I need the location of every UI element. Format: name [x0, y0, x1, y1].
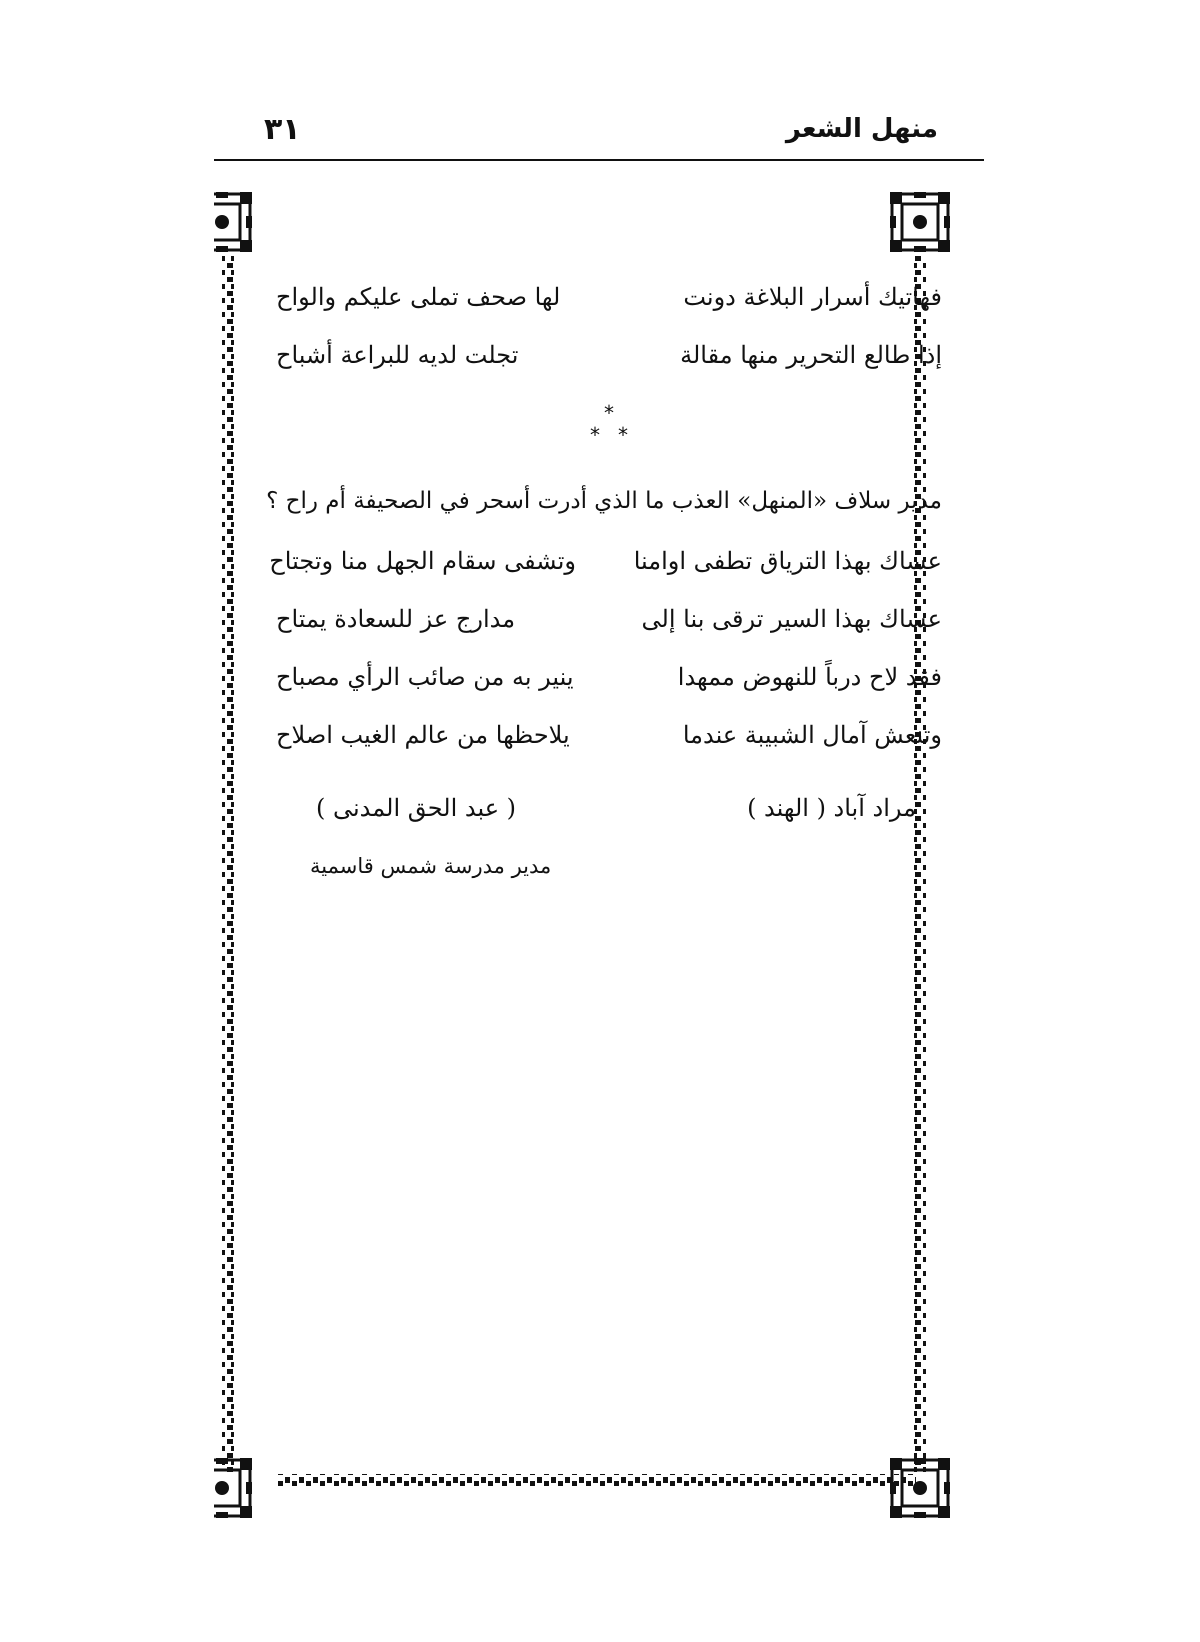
poem: [266, 268, 942, 894]
left-border-chain: [222, 254, 234, 1474]
hemistich-second: لها صحف تملى عليكم والواح: [276, 283, 561, 311]
page-number: ٣١: [264, 112, 301, 147]
svg-text:*: *: [590, 423, 600, 447]
bottom-border-chain: [276, 1474, 916, 1486]
running-title: منهل الشعر: [785, 114, 938, 144]
ornamental-frame: [214, 192, 996, 1542]
signature-author: ( عبد الحق المدنى ): [316, 794, 517, 822]
corner-ornament-top-right: [890, 192, 950, 252]
verse: [276, 590, 942, 648]
hemistich-first: عساك بهذا السير ترقى بنا إلى: [641, 605, 942, 633]
hemistich-first: فهاتيك أسرار البلاغة دونت: [683, 283, 942, 311]
opening-line: مدير سلاف «المنهل» العذب ما الذي أدرت أسحر في الصحيفة أم راح ؟: [266, 488, 942, 514]
corner-ornament-top-left: [214, 192, 252, 252]
svg-text:*: *: [604, 402, 614, 425]
hemistich-first: فقد لاح درباً للنهوض ممهدا: [677, 663, 942, 691]
verse: [276, 326, 942, 384]
hemistich-first: عساك بهذا الترياق تطفى اوامنا: [633, 547, 942, 575]
hemistich-second: مدارج عز للسعادة يمتاح: [276, 605, 516, 633]
verse: [276, 706, 942, 764]
hemistich-second: ينير به من صائب الرأي مصباح: [276, 663, 574, 691]
hemistich-second: وتشفى سقام الجهل منا وتجتاح: [269, 547, 576, 575]
svg-text:*: *: [618, 423, 628, 447]
verse: [276, 268, 942, 326]
verse: [269, 532, 942, 590]
hemistich-second: تجلت لديه للبراعة أشباح: [276, 341, 519, 369]
asterism-divider: [276, 384, 942, 470]
asterism-icon: [579, 402, 639, 452]
signature-author-title: مدير مدرسة شمس قاسمية: [310, 854, 552, 878]
page-header: [212, 108, 986, 158]
signature: [276, 778, 942, 838]
hemistich-second: يلاحظها من عالم الغيب اصلاح: [276, 721, 570, 749]
hemistich-first: وتنعش آمال الشبيبة عندما: [682, 721, 942, 749]
signature-place: مراد آباد ( الهند ): [747, 794, 916, 822]
hemistich-first: إذا طالع التحرير منها مقالة: [680, 341, 942, 369]
verse: [276, 648, 942, 706]
header-rule: [214, 159, 984, 161]
